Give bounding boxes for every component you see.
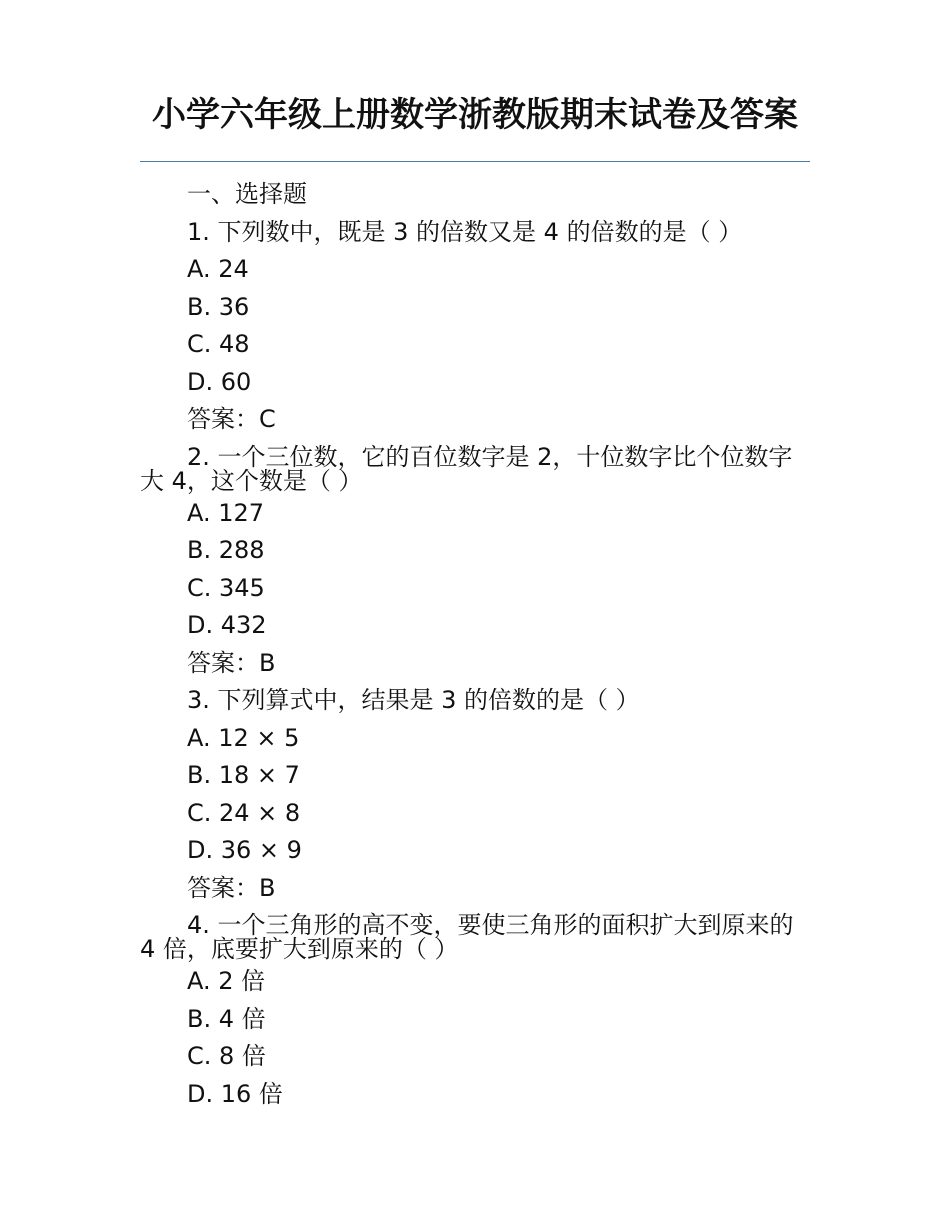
document-body [140, 176, 810, 1113]
question-2-option-b: B. 288 [187, 536, 265, 564]
question-4-stem: 4. 一个三角形的高不变，要使三角形的面积扩大到原来的 4 倍，底要扩大到原来的（ ） [140, 911, 794, 963]
question-4-option-d: D. 16 倍 [187, 1079, 283, 1108]
question-4-stem-block [140, 907, 810, 963]
question-3-option-b: B. 18 × 7 [187, 761, 300, 789]
question-2-option-d: D. 432 [187, 611, 267, 639]
question-3-option-d: D. 36 × 9 [187, 836, 302, 864]
question-3-stem: 3. 下列算式中，结果是 3 的倍数的是（ ） [187, 686, 640, 714]
question-2-option-c: C. 345 [187, 573, 265, 602]
question-3-option-a: A. 12 × 5 [187, 723, 300, 752]
question-4-option-b: B. 4 倍 [187, 1004, 266, 1033]
question-1-option-a: A. 24 [187, 255, 249, 283]
question-1-option-c: C. 48 [187, 330, 250, 358]
question-3-answer: 答案：B [187, 873, 276, 902]
question-3-option-c: C. 24 × 8 [187, 798, 301, 827]
question-2-stem: 2. 一个三位数，它的百位数字是 2，十位数字比个位数字大 4，这个数是（ ） [140, 442, 793, 495]
question-4-option-a: A. 2 倍 [187, 967, 266, 995]
question-2-option-a: A. 127 [187, 498, 265, 527]
section-heading: 一、选择题 [187, 180, 307, 208]
question-1-option-d: D. 60 [187, 367, 252, 396]
question-4-option-c: C. 8 倍 [187, 1042, 266, 1070]
question-2-stem-block [140, 439, 810, 495]
title-divider [140, 161, 810, 162]
document-title: 小学六年级上册数学浙教版期末试卷及答案 [152, 95, 798, 135]
question-2-answer: 答案：B [187, 648, 276, 677]
question-1-answer: 答案：C [187, 405, 276, 433]
question-1-option-b: B. 36 [187, 292, 250, 321]
question-1-stem: 1. 下列数中，既是 3 的倍数又是 4 的倍数的是（ ） [187, 217, 743, 246]
